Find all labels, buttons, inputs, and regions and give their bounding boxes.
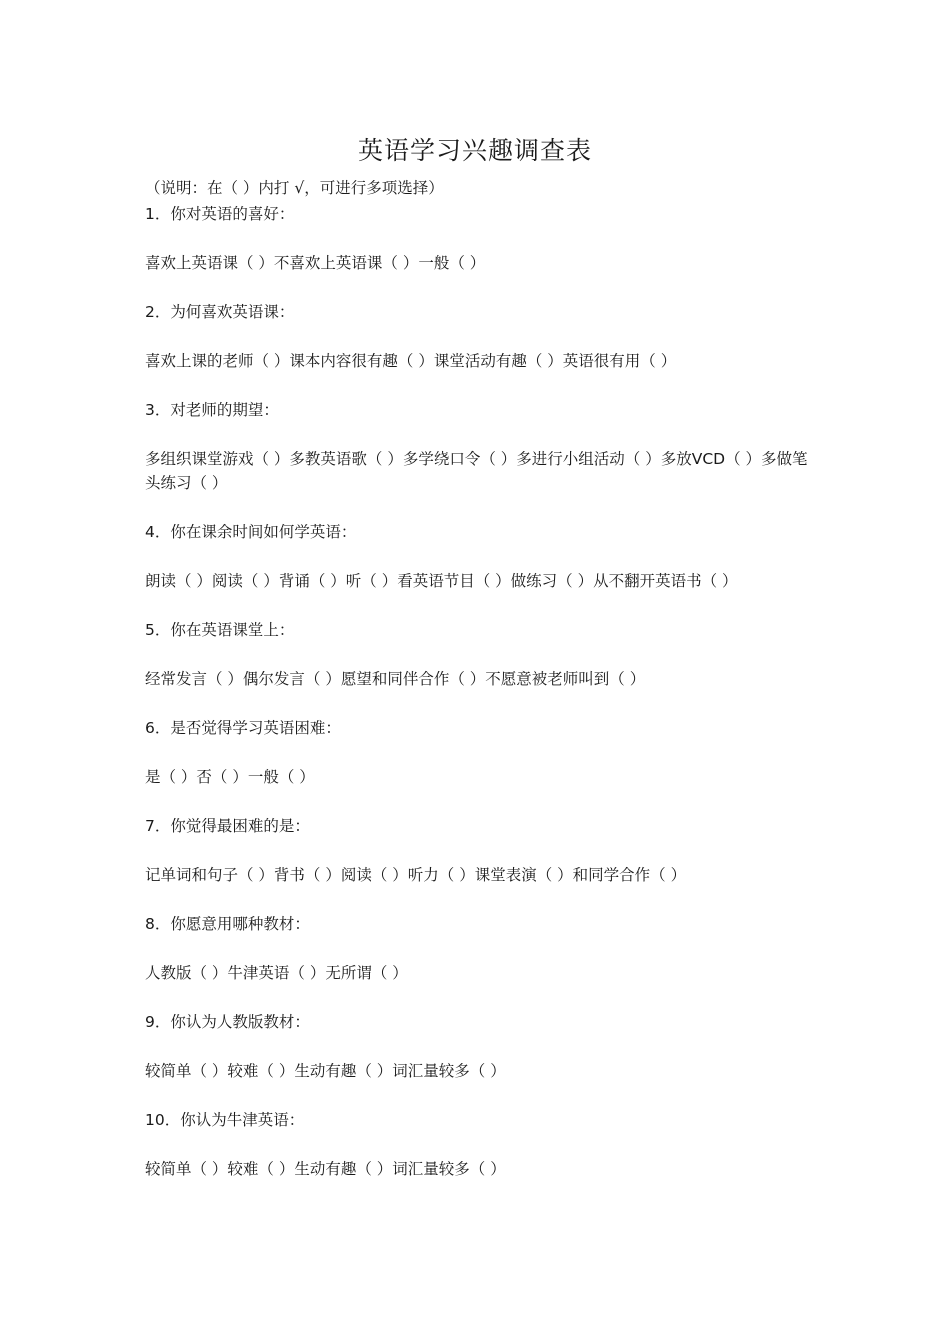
options-2: 喜欢上课的老师（ ）课本内容很有趣（ ）课堂活动有趣（ ）英语很有用（ ）	[145, 352, 677, 370]
question-3: 3．对老师的期望：	[145, 401, 279, 419]
options-7: 记单词和句子（ ）背书（ ）阅读（ ）听力（ ）课堂表演（ ）和同学合作（ ）	[145, 866, 687, 884]
question-8: 8．你愿意用哪种教材：	[145, 915, 310, 933]
question-4: 4．你在课余时间如何学英语：	[145, 523, 357, 541]
options-9: 较简单（ ）较难（ ）生动有趣（ ）词汇量较多（ ）	[145, 1062, 506, 1080]
question-10: 10．你认为牛津英语：	[145, 1111, 305, 1129]
options-8: 人教版（ ）牛津英语（ ）无所谓（ ）	[145, 964, 408, 982]
options-6: 是（ ）否（ ）一般（ ）	[145, 768, 315, 786]
options-4: 朗读（ ）阅读（ ）背诵（ ）听（ ）看英语节目（ ）做练习（ ）从不翻开英语书（ ）	[145, 572, 738, 590]
options-1: 喜欢上英语课（ ）不喜欢上英语课（ ）一般（ ）	[145, 254, 486, 272]
question-5: 5．你在英语课堂上：	[145, 621, 295, 639]
question-9: 9．你认为人教版教材：	[145, 1013, 310, 1031]
question-1: 1．你对英语的喜好：	[145, 205, 295, 223]
question-2: 2．为何喜欢英语课：	[145, 303, 295, 321]
instruction-note: （说明：在（ ）内打 √，可进行多项选择）	[145, 179, 444, 197]
document-title: 英语学习兴趣调查表	[357, 136, 592, 165]
question-6: 6．是否觉得学习英语困难：	[145, 719, 341, 737]
question-7: 7．你觉得最困难的是：	[145, 817, 310, 835]
survey-content	[145, 176, 810, 1206]
options-10: 较简单（ ）较难（ ）生动有趣（ ）词汇量较多（ ）	[145, 1160, 506, 1178]
options-3: 多组织课堂游戏（ ）多教英语歌（ ）多学绕口令（ ）多进行小组活动（ ）多放VCD（ ）多做笔头练习（ ）	[145, 450, 808, 492]
options-5: 经常发言（ ）偶尔发言（ ）愿望和同伴合作（ ）不愿意被老师叫到（ ）	[145, 670, 646, 688]
